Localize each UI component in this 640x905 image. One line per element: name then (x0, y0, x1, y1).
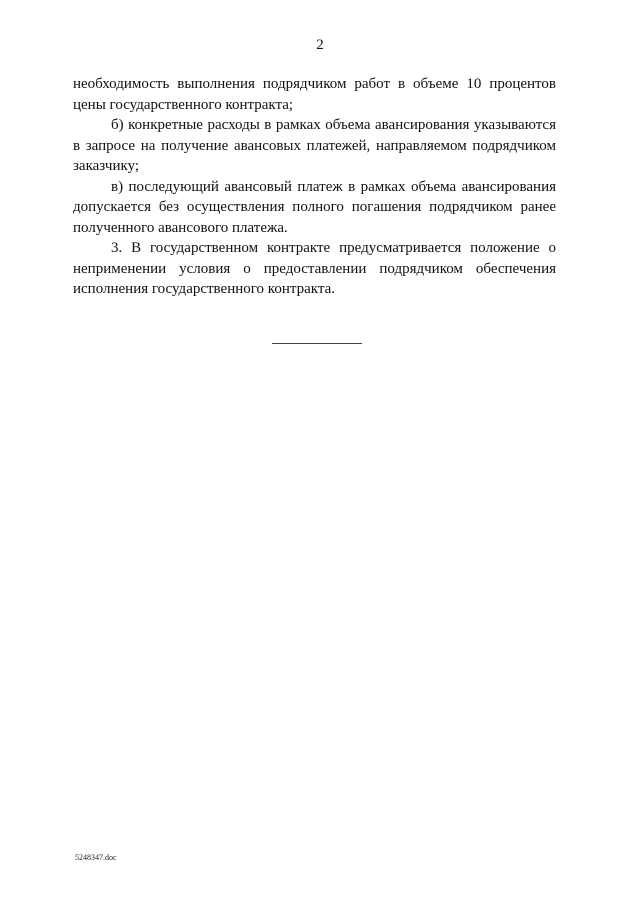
paragraph-continuation: необходимость выполнения подрядчиком работ в объеме 10 процентов цены государственного контракта; (73, 76, 556, 113)
paragraph-item-v: в) последующий авансовый платеж в рамках объема авансирования допускается без осуществления полного погашения подрядчиком ранее полученного авансового платежа. (73, 178, 556, 236)
file-id: 5248347.doc (75, 853, 117, 862)
end-divider (272, 343, 362, 344)
paragraph-item-b: б) конкретные расходы в рамках объема авансирования указываются в запросе на получение авансовых платежей, направляемом подрядчиком заказчику; (73, 117, 556, 174)
page-number: 2 (316, 37, 324, 53)
document-body (73, 74, 556, 300)
paragraph-point-3: 3. В государственном контракте предусматривается положение о неприменении условия о предоставлении подрядчиком обеспечения исполнения государственного контракта. (73, 240, 556, 297)
